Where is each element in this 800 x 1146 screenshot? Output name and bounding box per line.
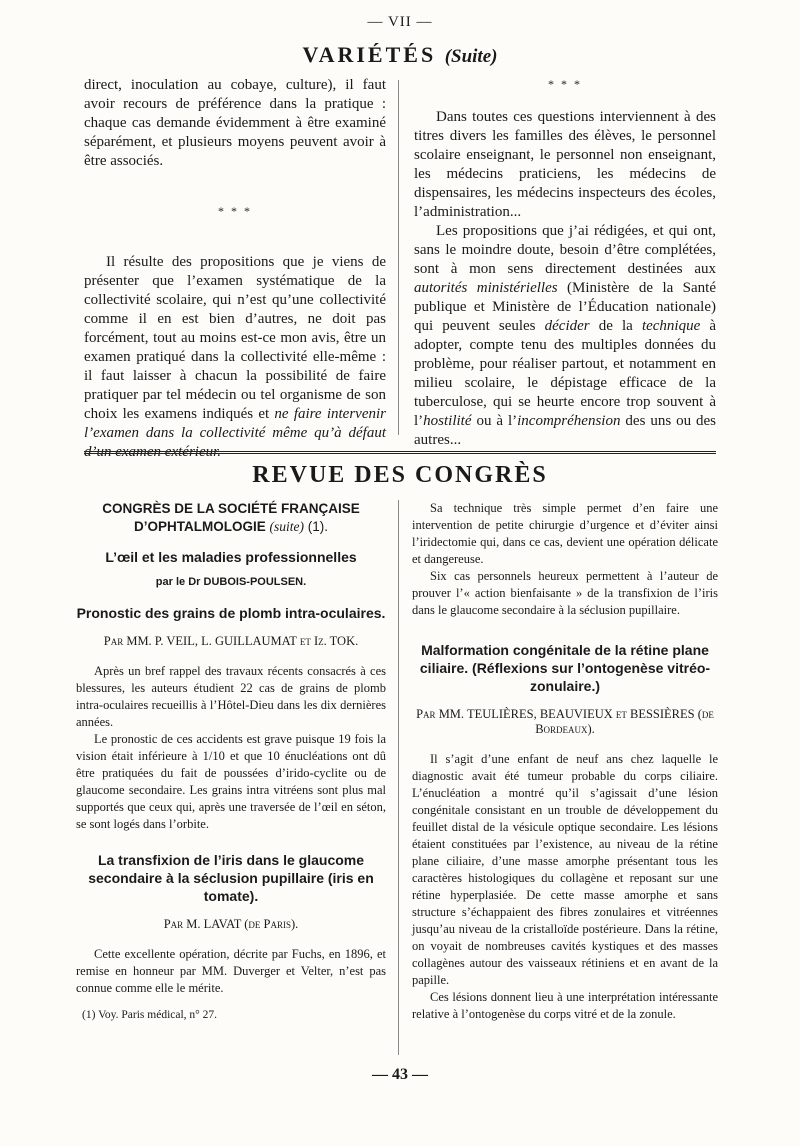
text-run: de la: [598, 318, 633, 334]
author-name: DUBOIS-POULSEN.: [203, 576, 307, 588]
text-run: des uns ou des autres...: [414, 413, 717, 448]
asterism: * * *: [548, 77, 582, 91]
malformation-body: [412, 751, 718, 1023]
paragraph-italic: ne faire intervenir l’examen dans la collectivité même qu’à défaut d’un examen extérieur.: [84, 406, 386, 460]
asterism: * * *: [218, 204, 252, 218]
paragraph: Sa technique très simple permet d’en faire une intervention de petite chirurgie d’urgence et d’éviter ainsi l’iridectomie qui, dans ce cas, devient une opération délicate et dangereuse.: [412, 501, 718, 566]
paragraph: Le pronostic de ces accidents est grave puisque 19 fois la vision était inférieure à 1/10 et que 10 énucléations ont dû être pratiquées du fait de poussées d’irido-cyclite ou de glaucome secondaire. Les grains intra vitréens sont plus mal supportés que ceux qui, après une traversée de l’œil en séton, se sont logés dans l’orbite.: [76, 732, 386, 831]
text-run: à adopter, compte tenu des multiples données du problème, pour réaliser partout, et notamment en milieu scolaire, le dépistage efficace de la tuberculose, qui se heurte encore trop souvent à l’: [414, 318, 717, 429]
section-title: [0, 42, 800, 68]
oeil-heading: L’œil et les maladies professionnelles: [105, 549, 357, 565]
top-right-column: [414, 77, 717, 450]
congres-suite: (suite): [269, 519, 304, 534]
text-run: ou à l’: [476, 413, 518, 429]
oeil-author: [76, 576, 386, 588]
paragraph: Il s’agit d’une enfant de neuf ans chez laquelle le diagnostic avait été tumeur probable du corps ciliaire. L’énucléation a montré qu’il s’agissait d’une lésion congénitale consistant en un trouble de développement du feuillet distal de la vésicule optique secondaire. Les lésions étaient constituées par l’existence, au niveau de la rétine plane ciliaire, d’une masse amorphe présentant tous les caractères histologiques du collagène et reposant sur une rétine hyperplasiée. De cette masse amorphe et sans structure s’échappaient des fibres zonulaires et vitréennes jusqu’au niveau de la cristalloïde postérieure. Dans la rétine, on voyait de nombreuses cavités kystiques et des masses collagènes autour des vaisseaux rétiniens et en avant de la papille.: [412, 752, 718, 987]
paragraph: [84, 253, 386, 462]
text-run: Les propositions que j’ai rédigées, et qui ont, sans le moindre doute, besoin d’être complétées, sont à mon sens directement destinées aux: [414, 223, 716, 277]
section-title-text: VARIÉTÉS: [302, 42, 437, 67]
paragraph-text: Il résulte des propositions que je viens de présenter que l’examen systématique de la collectivité scolaire, qui n’est qu’une collectivité comme il en est bien d’autres, ne doit pas forcément, tout au moins est-ce mon avis, être un examen pratiqué dans la collectivité elle-même : il faut laisser à chacun la possibilité de faire pratiquer par tel médecin ou tel organisme de son choix les examens indiqués et: [84, 254, 386, 422]
paragraph: Cette excellente opération, décrite par Fuchs, en 1896, et remise en honneur par MM. Duverger et Velter, n’est pas connue comme elle le mérite.: [76, 947, 386, 995]
congres-heading: [76, 500, 386, 536]
text-run: (Ministère de la Santé publique et Ministère de l’Éducation nationale) qui peuvent seules: [414, 280, 716, 334]
transfixion-byline: Par M. LAVAT (de Paris).: [163, 917, 299, 931]
text-italic: décider: [544, 318, 590, 334]
paragraph: Six cas personnels heureux permettent à l’auteur de prouver l’« action bienfaisante » de la transfixion de l’iris dans le glaucome secondaire à la séclusion pupillaire.: [412, 569, 718, 617]
malformation-byline: Par MM. TEULIÈRES, BEAUVIEUX et BESSIÈRES (de Bordeaux).: [416, 707, 714, 736]
malformation-heading: Malformation congénitale de la rétine plane ciliaire. (Réflexions sur l’ontogenèse vitréo-zonulaire.): [419, 642, 711, 694]
revue-title: REVUE DES CONGRÈS: [252, 462, 548, 488]
paragraph: Après un bref rappel des travaux récents consacrés à ces blessures, les auteurs étudient 22 cas de grains de plomb intra-oculaires recueillis à l’Hôtel-Dieu dans les dix dernières années.: [76, 664, 386, 729]
paragraph: [414, 222, 716, 450]
paragraph: direct, inoculation au cobaye, culture), il faut avoir recours de préférence dans la pratique : chaque cas demande évidemment à être examiné séparément, et plusieurs moyens peuvent avoir à être associés.: [84, 77, 386, 169]
pronostic-heading: Pronostic des grains de plomb intra-oculaires.: [76, 605, 386, 621]
transfixion-body-cont: [412, 500, 718, 619]
author-prefix: par le Dr: [155, 576, 201, 588]
transfixion-body: [76, 946, 386, 997]
paragraph: Ces lésions donnent lieu à une interprétation intéressante relative à l’ontogenèse du corps vitré et de la zonule.: [412, 990, 718, 1021]
text-italic: autorités ministérielles: [414, 280, 558, 296]
congres-line: D’OPHTALMOLOGIE: [133, 519, 266, 534]
column-divider: [398, 500, 399, 1055]
page-roman-number: — VII —: [367, 14, 433, 30]
section-rule: [84, 451, 716, 454]
column-divider: [398, 80, 399, 435]
transfixion-heading: La transfixion de l’iris dans le glaucome secondaire à la séclusion pupillaire (iris en tomate).: [88, 852, 374, 904]
bottom-right-column: [412, 500, 718, 1023]
footnote: (1) Voy. Paris médical, n° 27.: [82, 1009, 218, 1021]
text-italic: incompréhension: [517, 413, 621, 429]
paragraph: Dans toutes ces questions interviennent à des titres divers les familles des élèves, le personnel scolaire enseignant, le personnel non enseignant, les médecins praticiens, les médecins de dispensaires, les médecins inspecteurs des écoles, l’administration...: [414, 109, 716, 220]
page-number: — 43 —: [372, 1066, 428, 1083]
congres-line: CONGRÈS DE LA SOCIÉTÉ FRANÇAISE: [102, 501, 360, 516]
footnote-ref: (1).: [307, 519, 329, 534]
pronostic-body: [76, 663, 386, 833]
bottom-left-column: [76, 500, 386, 1021]
section-title-suite: (Suite): [444, 46, 498, 67]
pronostic-byline: Par MM. P. VEIL, L. GUILLAUMAT et Iz. TOK.: [103, 634, 359, 648]
top-left-column: [84, 76, 386, 462]
text-italic: technique: [641, 318, 701, 334]
text-italic: hostilité: [423, 413, 472, 429]
